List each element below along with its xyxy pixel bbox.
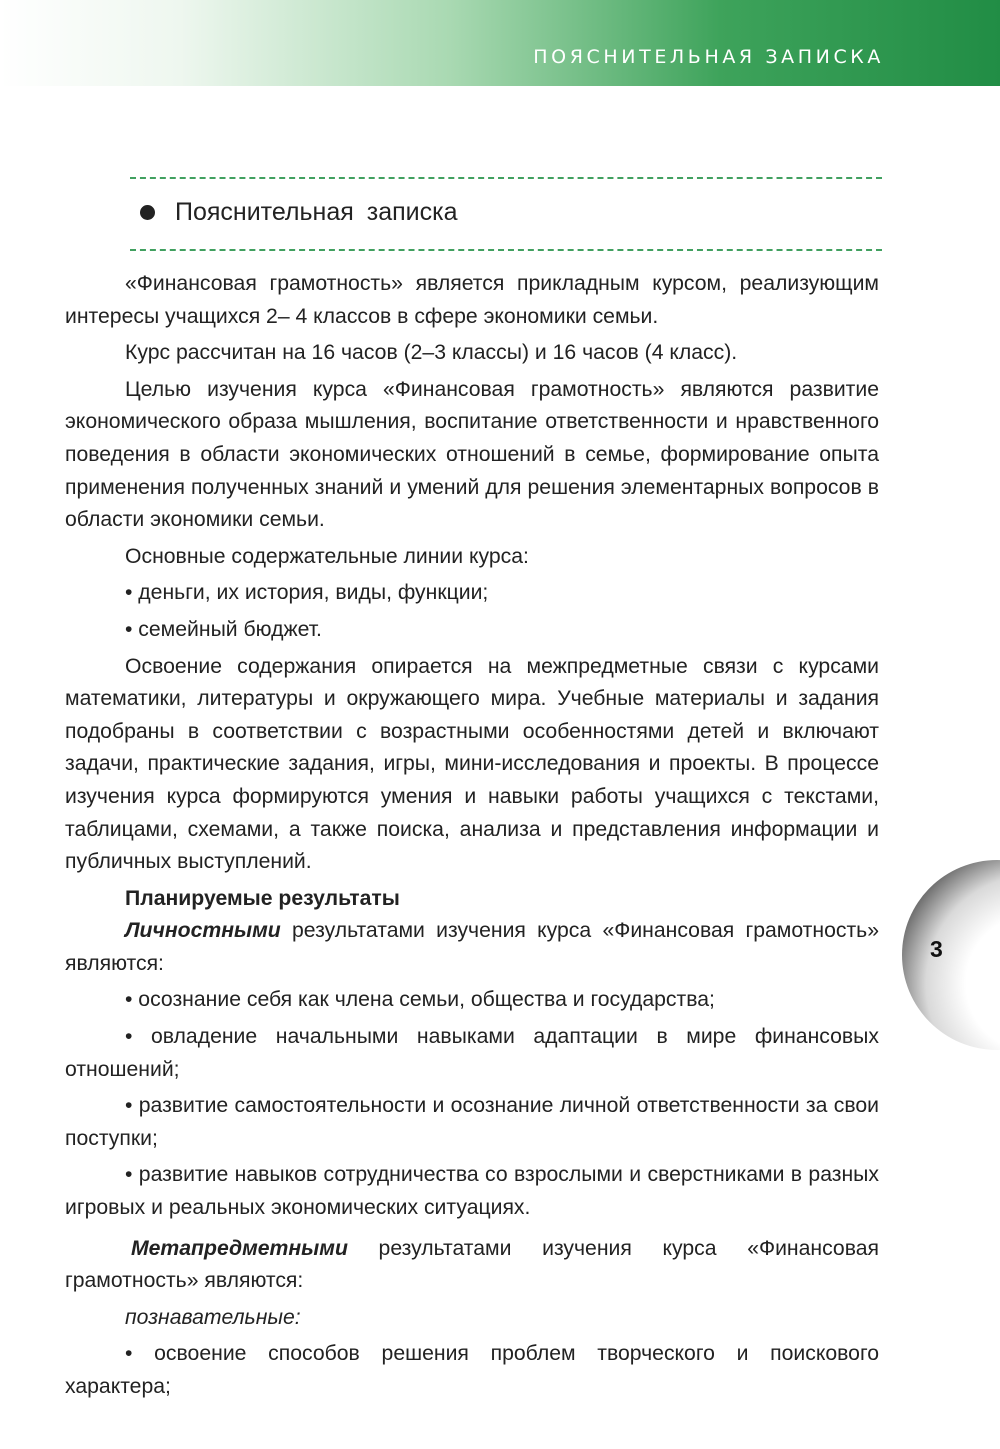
mastery-paragraph: Освоение содержания опирается на межпредметные связи с курсами математики, литературы и окружающего мира. Учебные материалы и задания подобраны в соответствии с возрастными особенностями детей и включают задачи, практические задания, игры, мини-исследования и проекты. В процессе изучения курса формируются умения и навыки работы учащихся с текстами, таблицами, схемами, а также поиска, анализа и представления информации и публичных выступлений. [65, 654, 879, 874]
personal-item-3: • развитие самостоятельности и осознание личной ответственности за свои поступки; [65, 1094, 879, 1150]
lines-item-money: • деньги, их история, виды, функции; [125, 581, 489, 605]
personal-rest: результатами изучения курса «Финансовая грамотность» являются: [65, 919, 879, 975]
meta-term: Метапредметными [131, 1236, 348, 1260]
lines-item-budget: • семейный бюджет. [125, 617, 322, 641]
cognitive-item-1: • освоение способов решения проблем творческого и поискового характера; [65, 1342, 879, 1398]
meta-results-paragraph [65, 1233, 879, 1298]
section-heading-label: Пояснительная записка [175, 198, 458, 226]
results-heading: Планируемые результаты [125, 886, 400, 910]
personal-item-1: • осознание себя как члена семьи, общества и государства; [125, 988, 715, 1012]
dashed-divider-top [130, 177, 882, 179]
page-number-circle [902, 860, 1000, 1050]
goal-paragraph: Целью изучения курса «Финансовая грамотность» являются развитие экономического образа мышления, воспитание ответственности и нравственного поведения в области экономических отношений в семье, формирование опыта применения полученных знаний и умений для решения элементарных вопросов в области экономики семьи. [65, 377, 879, 532]
intro-paragraph-1: «Финансовая грамотность» является прикладным курсом, реализующим интересы учащихся 2– 4 классов в сфере экономики семьи. [65, 272, 879, 328]
lines-intro: Основные содержательные линии курса: [125, 544, 529, 568]
section-heading [140, 198, 458, 227]
meta-rest: результатами изучения курса «Финансовая грамотность» являются: [65, 1236, 879, 1293]
personal-term: Личностными [125, 919, 281, 943]
personal-results-paragraph [65, 915, 879, 980]
cognitive-label: познавательные: [125, 1305, 301, 1329]
main-text [65, 268, 879, 1404]
dashed-divider-bottom [130, 249, 882, 251]
personal-item-4: • развитие навыков сотрудничества со взрослыми и сверстниками в разных игровых и реальных экономических ситуациях. [65, 1163, 879, 1220]
bullet-dot-icon [140, 205, 155, 220]
header-band [0, 0, 1000, 86]
intro-paragraph-2: Курс рассчитан на 16 часов (2–3 классы) и 16 часов (4 класс). [125, 341, 738, 365]
running-title: ПОЯСНИТЕЛЬНАЯ ЗАПИСКА [533, 46, 884, 68]
page-number: 3 [930, 936, 943, 962]
personal-item-2: • овладение начальными навыками адаптации в мире финансовых отношений; [65, 1025, 879, 1081]
